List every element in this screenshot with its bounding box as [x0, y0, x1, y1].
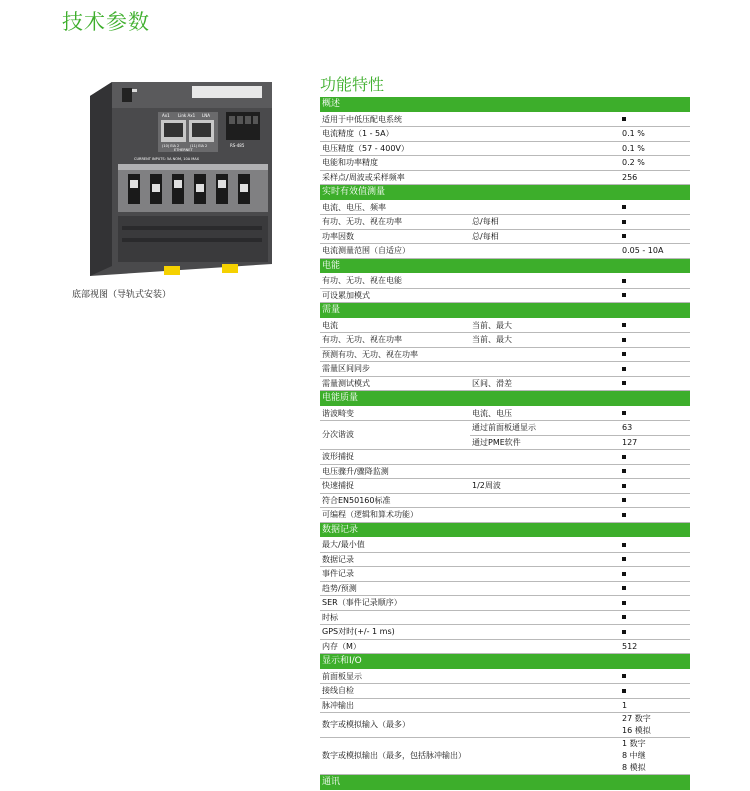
value-line: 8 中继 — [622, 751, 646, 760]
section-header: 概述 — [320, 97, 690, 113]
table-row — [320, 215, 690, 230]
check-mark — [622, 572, 626, 576]
row-value — [620, 494, 690, 508]
rs485-label: RS-485 — [230, 143, 245, 148]
row-value — [620, 450, 690, 464]
row-value: 256 — [622, 172, 638, 182]
table-row — [320, 553, 690, 568]
section-header: 通讯 — [320, 775, 690, 791]
row-value — [620, 348, 690, 362]
row-label: 数字或模拟输出（最多，包括脉冲输出） — [322, 751, 466, 761]
row-condition — [470, 611, 620, 625]
row-label: 需量区间同步 — [322, 364, 370, 373]
port-label-lna: LNA — [202, 113, 210, 118]
row-label: 谐波畸变 — [322, 408, 354, 418]
row-value: 0.05 - 10A — [622, 246, 664, 255]
sub-row — [470, 421, 690, 436]
table-row — [320, 684, 690, 699]
value-line: 16 模拟 — [622, 726, 651, 735]
row-value: 1 — [622, 700, 628, 710]
row-value — [620, 553, 690, 567]
row-label: 内存（M） — [322, 641, 361, 651]
table-row — [320, 319, 690, 334]
table-row — [320, 127, 690, 142]
row-condition — [470, 142, 620, 156]
row-condition: 当前、最大 — [472, 320, 512, 330]
row-value — [620, 684, 690, 698]
row-condition — [470, 553, 620, 567]
table-row — [320, 465, 690, 480]
check-mark — [622, 117, 626, 121]
row-condition — [470, 171, 620, 185]
row-value — [620, 215, 690, 229]
table-row — [320, 538, 690, 553]
check-mark — [622, 279, 626, 283]
check-mark — [622, 601, 626, 605]
row-condition: 电流、电压 — [472, 408, 512, 418]
section-header: 数据记录 — [320, 523, 690, 539]
port-id-2: (11) EIA 2 — [190, 144, 208, 148]
check-mark — [622, 586, 626, 590]
row-condition — [470, 465, 620, 479]
row-condition — [470, 684, 620, 698]
row-value: 0.1 % — [622, 143, 645, 153]
row-condition: 总/每相 — [472, 231, 499, 241]
row-value — [620, 377, 690, 391]
row-condition: 当前、最大 — [472, 335, 512, 344]
table-row — [320, 738, 690, 775]
table-row — [320, 611, 690, 626]
row-label: 前面板显示 — [322, 671, 362, 681]
check-mark — [622, 484, 626, 488]
table-row — [320, 201, 690, 216]
check-mark — [622, 615, 626, 619]
row-condition: 1/2周波 — [472, 481, 501, 490]
row-label: 需量测试模式 — [322, 378, 370, 388]
table-row — [320, 713, 690, 738]
table-row — [320, 407, 690, 422]
row-value — [620, 289, 690, 303]
row-label: 时标 — [322, 612, 338, 622]
table-row — [320, 508, 690, 523]
table-row — [320, 244, 690, 259]
table-row — [320, 156, 690, 171]
row-label: 电流测量范围（自适应） — [322, 246, 410, 255]
check-mark — [622, 498, 626, 502]
row-condition — [470, 596, 620, 610]
table-row — [320, 596, 690, 611]
row-label: 波形捕捉 — [322, 452, 354, 461]
row-condition — [470, 494, 620, 508]
check-mark — [622, 557, 626, 561]
table-row — [320, 142, 690, 157]
row-value — [620, 319, 690, 333]
row-condition: 区间、滑差 — [472, 378, 512, 388]
device-photo — [72, 76, 294, 284]
row-condition: 通过前面板通显示 — [472, 423, 536, 432]
row-value: 0.2 % — [622, 158, 645, 167]
row-label: 最大/最小值 — [322, 540, 365, 549]
photo-caption: 底部视图（导轨式安装） — [72, 290, 172, 300]
row-label: 电能和功率精度 — [322, 158, 378, 167]
row-value — [620, 670, 690, 684]
section-header: 实时有效值测量 — [320, 185, 690, 201]
row-condition — [470, 699, 620, 713]
row-label: 接线自检 — [322, 686, 354, 695]
table-row — [320, 494, 690, 509]
row-label: 符合EN50160标准 — [322, 495, 391, 505]
check-mark — [622, 367, 626, 371]
spec-table — [320, 97, 690, 791]
row-label: 有功、无功、视在功率 — [322, 335, 402, 344]
row-value — [620, 230, 690, 244]
row-condition — [470, 670, 620, 684]
table-row — [320, 625, 690, 640]
row-condition — [470, 289, 620, 303]
port-label-ax1: Ax1 — [162, 113, 170, 118]
row-condition — [470, 348, 620, 362]
row-label: 电流精度（1 - 5A） — [322, 129, 394, 138]
table-row — [320, 377, 690, 392]
row-label: 适用于中低压配电系统 — [322, 114, 402, 124]
row-value: 0.1 % — [622, 129, 645, 138]
table-row — [320, 670, 690, 685]
row-label: 可设累加模式 — [322, 290, 370, 300]
row-label: 事件记录 — [322, 569, 354, 578]
row-condition — [470, 244, 620, 258]
table-row — [320, 699, 690, 714]
row-value — [620, 201, 690, 215]
section-title: 功能特性 — [320, 75, 385, 94]
row-label: 快速捕捉 — [322, 481, 354, 490]
row-value — [620, 538, 690, 552]
table-row — [320, 640, 690, 655]
row-condition — [470, 738, 620, 774]
row-value: 63 — [622, 423, 633, 432]
row-value — [620, 596, 690, 610]
row-label: 电流、电压、频率 — [322, 202, 386, 212]
row-label: GPS对时(+/- 1 ms) — [322, 627, 395, 636]
row-value — [620, 465, 690, 479]
row-label: 有功、无功、视在电能 — [322, 276, 402, 285]
check-mark — [622, 411, 626, 415]
row-condition — [470, 508, 620, 522]
table-row — [320, 113, 690, 128]
row-condition — [470, 127, 620, 141]
table-row — [320, 582, 690, 597]
row-value — [620, 582, 690, 596]
table-row — [320, 333, 690, 348]
row-condition — [470, 538, 620, 552]
row-label: 数据记录 — [322, 554, 354, 564]
section-header: 需量 — [320, 303, 690, 319]
check-mark — [622, 293, 626, 297]
check-mark — [622, 543, 626, 547]
row-label: 有功、无功、视在功率 — [322, 217, 402, 226]
row-condition — [470, 450, 620, 464]
row-condition — [470, 156, 620, 170]
value-line: 1 数字 — [622, 739, 646, 748]
row-label: 采样点/周波或采样频率 — [322, 172, 405, 182]
row-value — [620, 479, 690, 493]
table-row — [320, 450, 690, 465]
sub-row — [470, 436, 690, 450]
row-value — [620, 625, 690, 639]
check-mark — [622, 352, 626, 356]
current-inputs-label: CURRENT INPUTS: 5A NOM, 10A MAX — [134, 157, 200, 161]
row-condition — [470, 113, 620, 127]
row-label: 电压精度（57 - 400V） — [322, 143, 409, 153]
row-value — [620, 508, 690, 522]
table-row — [320, 230, 690, 245]
row-value — [620, 567, 690, 581]
value-line: 27 数字 — [622, 714, 651, 723]
row-condition: 通过PME软件 — [472, 437, 521, 447]
check-mark — [622, 205, 626, 209]
row-value: 512 — [622, 641, 638, 651]
row-value — [620, 113, 690, 127]
row-value — [620, 738, 690, 774]
table-row — [320, 274, 690, 289]
check-mark — [622, 630, 626, 634]
row-label: SER（事件记录顺序） — [322, 598, 402, 607]
row-condition — [470, 625, 620, 639]
row-condition — [470, 582, 620, 596]
port-label-link: Link Ax1 — [178, 113, 196, 118]
check-mark — [622, 455, 626, 459]
row-label: 分次谐波 — [322, 430, 354, 440]
row-label: 功率因数 — [322, 231, 354, 241]
row-label: 数字或模拟输入（最多） — [322, 720, 410, 730]
check-mark — [622, 234, 626, 238]
row-label: 电流 — [322, 320, 338, 330]
row-value: 127 — [622, 437, 638, 447]
row-label: 电压骤升/骤降监测 — [322, 466, 389, 476]
row-value — [620, 713, 690, 737]
page-title: 技术参数 — [62, 10, 150, 34]
row-value — [620, 362, 690, 376]
table-row — [320, 348, 690, 363]
table-row — [320, 289, 690, 304]
sub-rows — [470, 421, 690, 449]
row-label: 脉冲输出 — [322, 700, 354, 710]
row-value — [620, 333, 690, 347]
section-header: 电能 — [320, 259, 690, 275]
ethernet-label: ETHERNET — [174, 148, 193, 152]
row-label: 可编程（逻辑和算术功能） — [322, 510, 418, 519]
row-condition — [470, 567, 620, 581]
check-mark — [622, 513, 626, 517]
table-row — [320, 171, 690, 186]
row-condition — [470, 274, 620, 288]
row-condition — [470, 640, 620, 654]
table-row — [320, 567, 690, 582]
row-condition: 总/每相 — [472, 217, 499, 226]
row-value — [620, 407, 690, 421]
check-mark — [622, 323, 626, 327]
row-label: 趋势/预测 — [322, 583, 357, 593]
value-line: 8 模拟 — [622, 763, 646, 772]
check-mark — [622, 689, 626, 693]
table-row — [320, 362, 690, 377]
check-mark — [622, 381, 626, 385]
row-condition — [470, 201, 620, 215]
section-header: 显示和I/O — [320, 654, 690, 670]
row-condition — [470, 713, 620, 737]
check-mark — [622, 674, 626, 678]
table-row — [320, 479, 690, 494]
port-id-1: (10) EIA 2 — [162, 144, 180, 148]
check-mark — [622, 469, 626, 473]
row-label: 预测有功、无功、视在功率 — [322, 349, 418, 359]
check-mark — [622, 338, 626, 342]
row-condition — [470, 362, 620, 376]
row-value — [620, 611, 690, 625]
check-mark — [622, 220, 626, 224]
row-value — [620, 274, 690, 288]
section-header: 电能质量 — [320, 391, 690, 407]
table-row — [320, 421, 690, 450]
